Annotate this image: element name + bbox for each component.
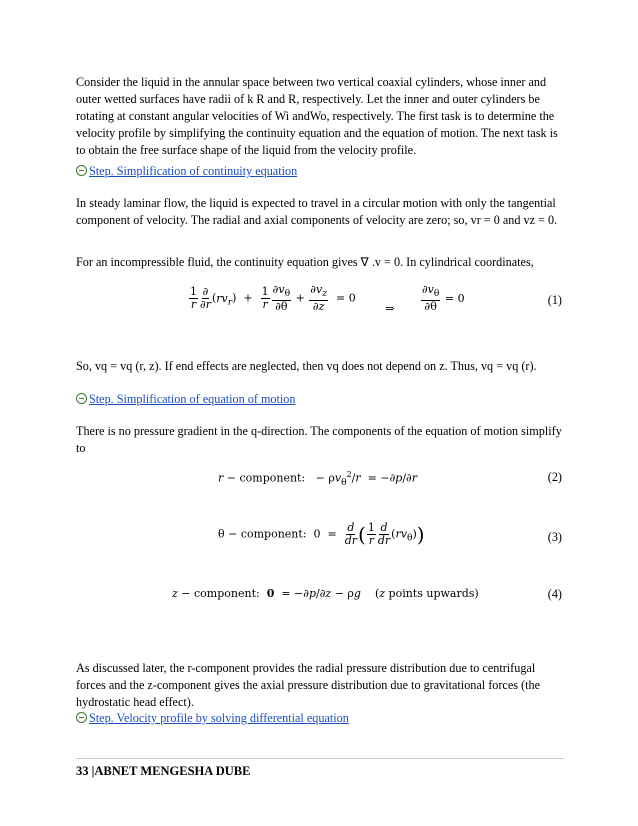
theta-component-equation: θ − component: 0 = $\frac{d}{dr}$ ( $\frac{1}{r}$ $\frac{d}{dr}$ $(rv_\theta)$) <box>218 521 425 547</box>
step-velocity-link[interactable]: Step. Velocity profile by solving differential equation <box>89 711 349 725</box>
collapse-minus-icon[interactable] <box>76 712 87 723</box>
discussed-paragraph: As discussed later, the r-component provides the radial pressure distribution due to centrifugal forces and the z-component gives the axial pressure distribution due to gravitational forces (the hydrostatic head effect). <box>76 661 540 709</box>
collapse-minus-icon[interactable] <box>76 393 87 404</box>
no-pressure-paragraph: There is no pressure gradient in the q-direction. The components of the equation of motion simplify to <box>76 424 562 455</box>
equation-number-2: (2) <box>547 470 562 484</box>
step-velocity[interactable] <box>76 711 349 726</box>
page-footer: 33 |ABNET MENGESHA DUBE <box>76 764 251 778</box>
footer-divider <box>76 758 564 759</box>
equation-number-1: (1) <box>547 293 562 307</box>
step-motion[interactable] <box>76 392 296 407</box>
equation-number-3: (3) <box>547 530 562 544</box>
step-motion-link[interactable]: Step. Simplification of equation of motion <box>89 392 296 406</box>
steady-flow-paragraph: In steady laminar flow, the liquid is expected to travel in a circular motion with only the tangential component of velocity. The radial and axial components of velocity are zero; so, vr = 0 and vz = 0. <box>76 196 558 227</box>
step-continuity-link[interactable]: Step. Simplification of continuity equation <box>89 164 298 178</box>
intro-paragraph: Consider the liquid in the annular space between two vertical coaxial cylinders, whose inner and outer wetted surfaces have radii of k R and R, respectively. Let the inner and outer cylinders be rotating at constant angular velocities of Wi andWo, respectively. The first task is to determine the velocity profile by simplifying the continuity equation and the equation of motion. The next task is to obtain the free surface shape of the liquid from the velocity profile. <box>76 75 558 157</box>
z-component-equation: z − component: 0 = −∂p/∂z − ρg (z points upwards) <box>172 587 479 600</box>
equation-number-4: (4) <box>547 587 562 601</box>
collapse-minus-icon[interactable] <box>76 165 87 176</box>
continuity-equation: $\frac{1}{r}$ $\frac{\partial}{\partial r}$ $(rv_r)$ + $\frac{1}{r}$ $\frac{\partial v_\theta}{\partial\theta}$ + $\frac{\partial v_z}{\partial z}$ = 0 ⇒ $\frac{\partial v_\theta}{\partial\theta}$ = 0 <box>190 283 465 315</box>
r-component-equation: r − component: − $\rho v_\theta^2/r = -\partial p/\partial r$ <box>218 470 417 488</box>
step-continuity[interactable] <box>76 164 297 179</box>
so-paragraph: So, vq = vq (r, z). If end effects are neglected, then vq does not depend on z. Thus, vq = vq (r). <box>76 359 537 373</box>
incompressible-paragraph: For an incompressible fluid, the continuity equation gives ∇ .v = 0. In cylindrical coordinates, <box>76 255 534 269</box>
